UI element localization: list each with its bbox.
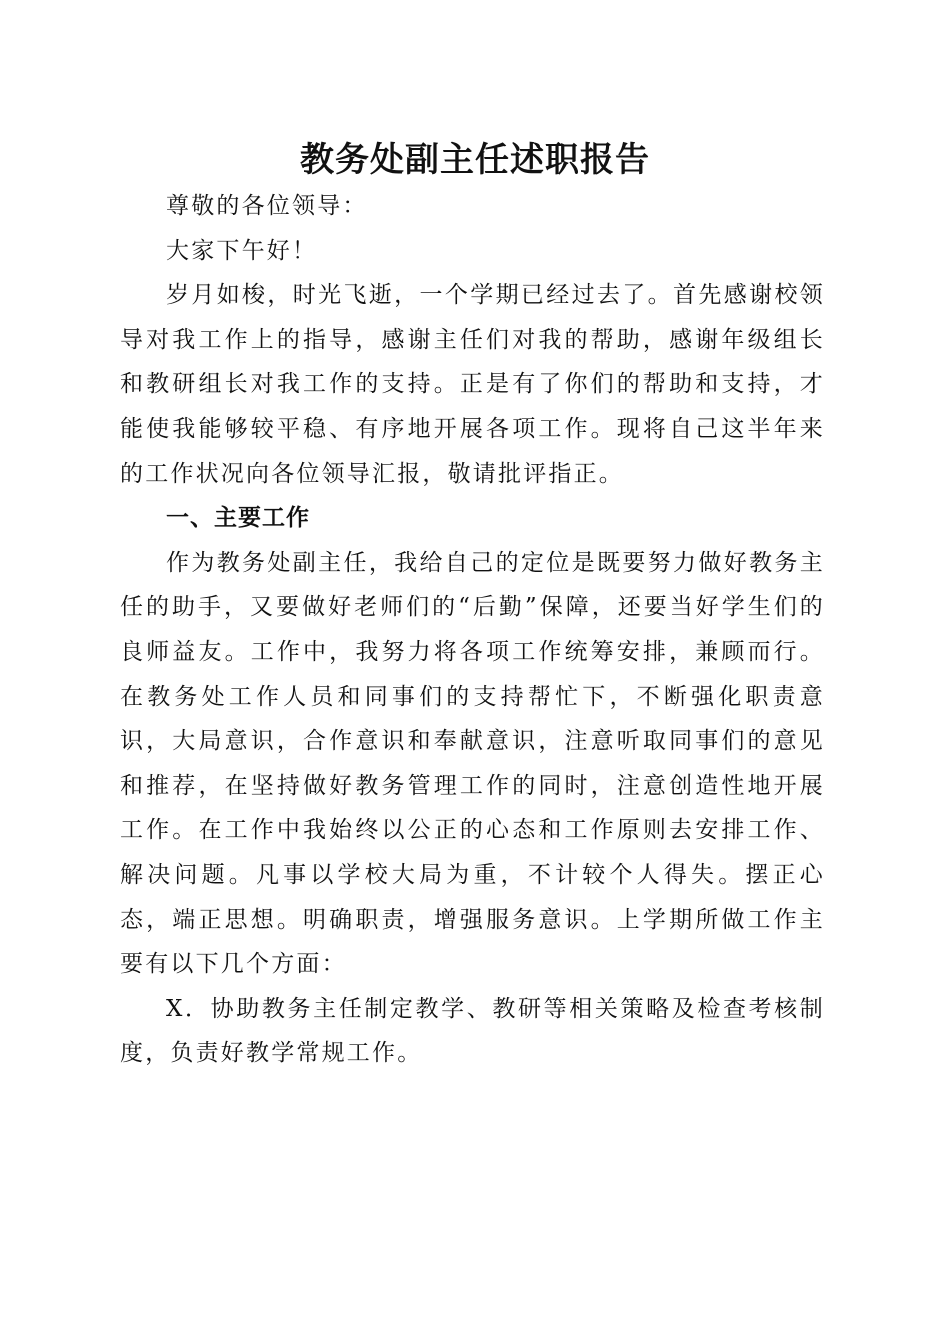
salutation: 尊敬的各位领导： [166, 193, 368, 219]
work-item-1: X．协助教务主任制定教学、教研等相关策略及检查考核制度，负责好教学常规工作。 [120, 995, 825, 1067]
main-work-paragraph: 作为教务处副主任，我给自己的定位是既要努力做好教务主任的助手，又要做好老师们的“后勤”保障，还要当好学生们的良师益友。工作中，我努力将各项工作统筹安排，兼顾而行。在教务处工作人员和同事们的支持帮忙下，不断强化职责意识，大局意识，合作意识和奉献意识，注意听取同事们的意见和推荐，在坚持做好教务管理工作的同时，注意创造性地开展工作。在工作中我始终以公正的心态和工作原则去安排工作、解决问题。凡事以学校大局为重，不计较个人得失。摆正心态，端正思想。明确职责，增强服务意识。上学期所做工作主要有以下几个方面： [120, 549, 825, 978]
section-heading-main-work: 一、主要工作 [166, 505, 310, 532]
document-title: 教务处副主任述职报告 [300, 140, 650, 180]
document-body [120, 184, 825, 1076]
greeting: 大家下午好！ [166, 237, 318, 264]
intro-paragraph: 岁月如梭，时光飞逝，一个学期已经过去了。首先感谢校领导对我工作上的指导，感谢主任们对我的帮助，感谢年级组长和教研组长对我工作的支持。正是有了你们的帮助和支持，才能使我能够较平稳、有序地开展各项工作。现将自己这半年来的工作状况向各位领导汇报，敬请批评指正。 [120, 282, 825, 487]
